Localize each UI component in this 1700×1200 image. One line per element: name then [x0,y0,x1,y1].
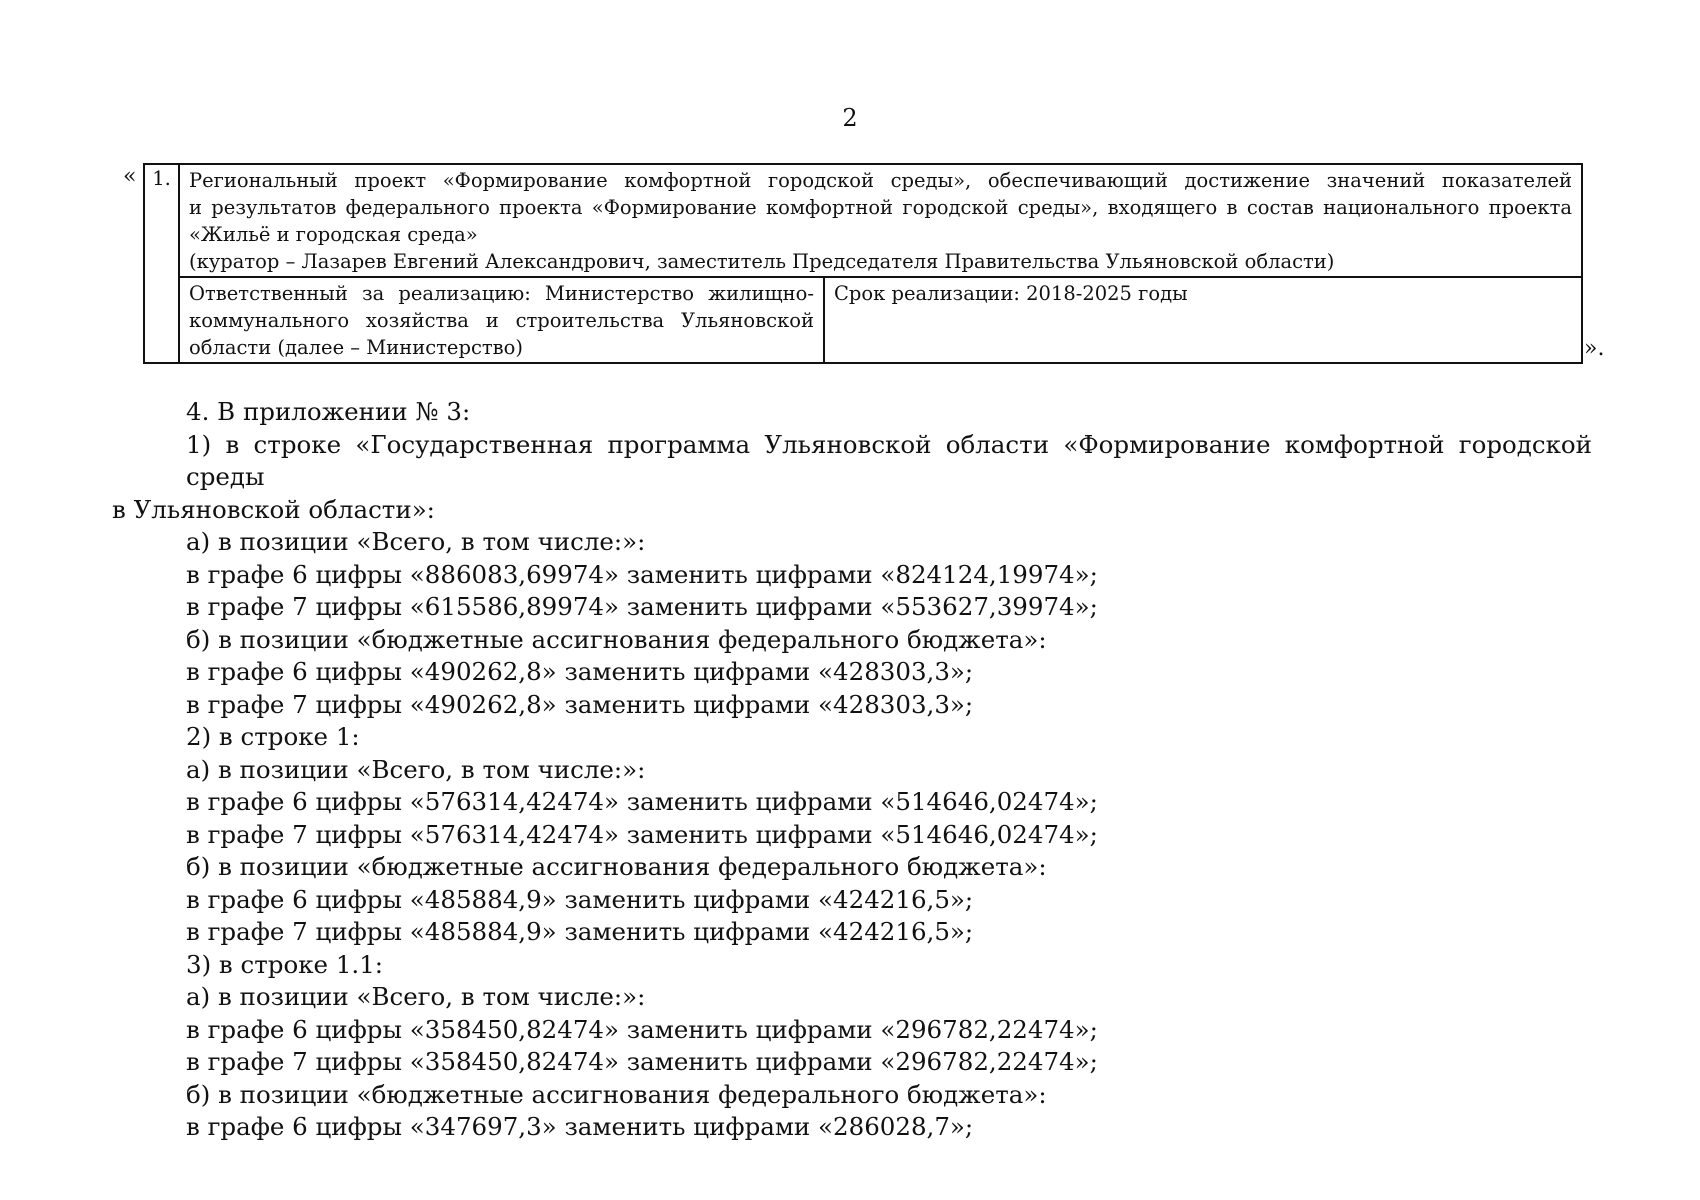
paragraph-line: в графе 6 цифры «347697,3» заменить цифрами «286028,7»; [186,1112,974,1141]
responsible-line: Ответственный за реализацию: Министерство жилищно- [189,282,814,305]
project-line: Региональный проект «Формирование комфортной городской среды», обеспечивающий достижение значений показателей [189,169,1572,192]
closing-quote-mark: ». [1584,336,1605,361]
row-number: 1. [144,164,179,363]
paragraph-line: 3) в строке 1.1: [186,949,384,979]
project-line: «Жильё и городская среда» [189,223,478,246]
project-table [143,163,1583,364]
implementation-term-cell: Срок реализации: 2018-2025 годы [824,277,1582,363]
paragraph-line: в графе 6 цифры «358450,82474» заменить цифрами «296782,22474»; [186,1014,1098,1044]
paragraph-line: в графе 6 цифры «485884,9» заменить цифрами «424216,5»; [186,884,974,914]
opening-quote-mark: « [123,164,137,189]
paragraph-line: б) в позиции «бюджетные ассигнования федерального бюджета»: [186,1079,1047,1109]
project-description [179,164,1582,277]
responsible-line: коммунального хозяйства и строительства Ульяновской [189,309,814,332]
paragraph-line: в графе 6 цифры «886083,69974» заменить цифрами «824124,19974»; [186,559,1098,589]
paragraph-line: 2) в строке 1: [186,722,360,751]
paragraph-line: в графе 7 цифры «576314,42474» заменить цифрами «514646,02474»; [186,819,1098,849]
amendment-text [112,396,1592,1144]
paragraph-line: в графе 7 цифры «358450,82474» заменить цифрами «296782,22474»; [186,1047,1098,1076]
paragraph-line: б) в позиции «бюджетные ассигнования федерального бюджета»: [186,624,1047,654]
paragraph-line: в графе 7 цифры «490262,8» заменить цифрами «428303,3»; [186,689,974,719]
paragraph-line: в Ульяновской области»: [112,494,435,524]
page-number: 2 [842,104,858,132]
paragraph-line: в графе 6 цифры «576314,42474» заменить цифрами «514646,02474»; [186,787,1098,816]
responsible-line: области (далее – Министерство) [189,336,523,359]
responsible-cell [179,277,824,363]
table-row [144,277,1582,363]
project-curator-line: (куратор – Лазарев Евгений Александрович, заместитель Председателя Правительства Ульяновской области) [189,250,1335,273]
paragraph-line: в графе 7 цифры «485884,9» заменить цифрами «424216,5»; [186,917,974,946]
paragraph-line: а) в позиции «Всего, в том числе:»: [186,982,646,1011]
paragraph-line: б) в позиции «бюджетные ассигнования федерального бюджета»: [186,852,1047,881]
project-line: и результатов федерального проекта «Формирование комфортной городской среды», входящего в состав национального проекта [189,196,1572,219]
paragraph-heading: 4. В приложении № 3: [186,397,471,426]
paragraph-line: а) в позиции «Всего, в том числе:»: [186,527,646,556]
paragraph-line: 1) в строке «Государственная программа Ульяновской области «Формирование комфортной городской среды [186,429,1592,491]
paragraph-line: в графе 6 цифры «490262,8» заменить цифрами «428303,3»; [186,657,974,686]
paragraph-line: а) в позиции «Всего, в том числе:»: [186,754,646,784]
paragraph-line: в графе 7 цифры «615586,89974» заменить цифрами «553627,39974»; [186,592,1098,621]
table-row [144,164,1582,277]
